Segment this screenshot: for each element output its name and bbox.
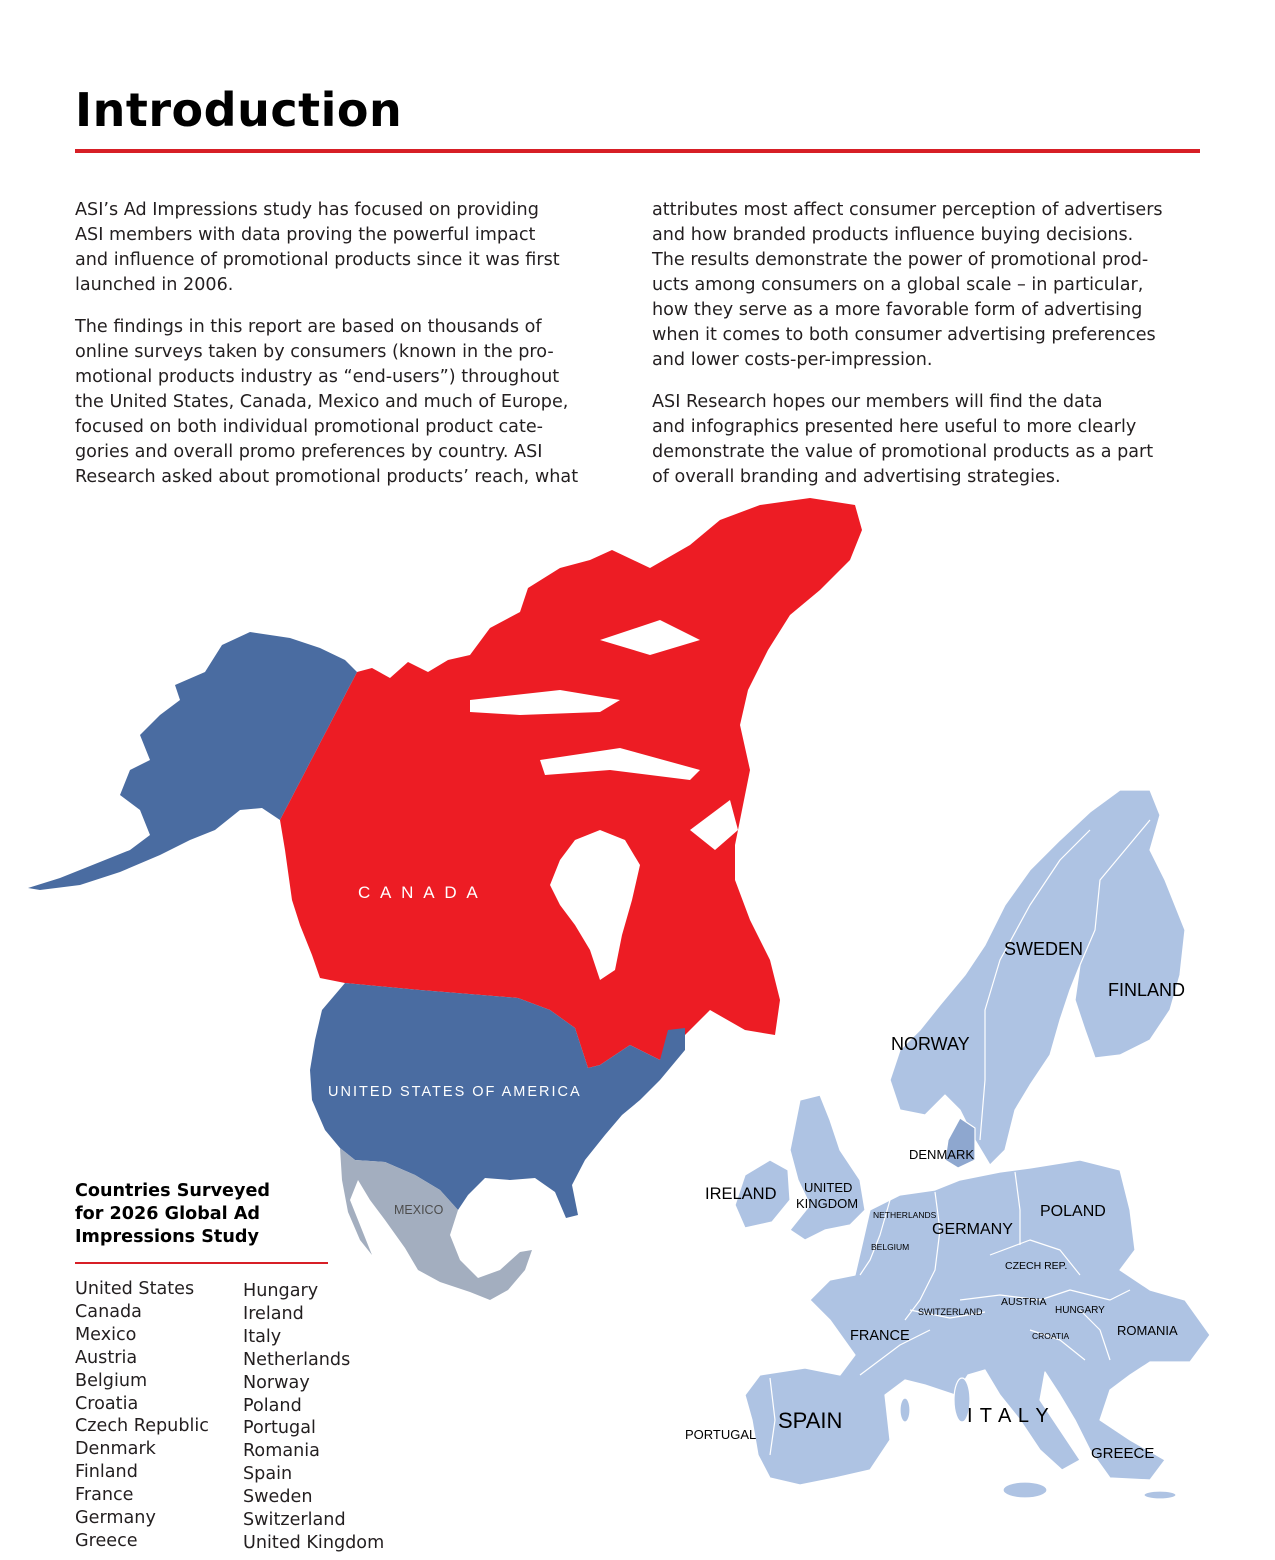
uk-label-line2: KINGDOM xyxy=(796,1196,859,1211)
greece-label: GREECE xyxy=(1091,1445,1155,1462)
country-list-item: Croatia xyxy=(75,1393,139,1414)
country-list-item: United Kingdom xyxy=(243,1532,385,1553)
finland-label: FINLAND xyxy=(1108,980,1186,1000)
hungary-label: HUNGARY xyxy=(1055,1305,1105,1316)
portugal-label: PORTUGAL xyxy=(685,1427,757,1442)
mexico-label: MEXICO xyxy=(394,1203,444,1217)
country-list-item: Romania xyxy=(243,1441,320,1462)
page-title: Introduction xyxy=(75,83,403,137)
country-list-item: Ireland xyxy=(243,1303,304,1324)
intro-paragraph: ASI’s Ad Impressions study has focused on providing ASI members with data proving the powerful impact and influence of promotional products since it was first launched in 2006. xyxy=(75,200,560,295)
country-list-item: Belgium xyxy=(75,1370,148,1391)
netherlands-label: NETHERLANDS xyxy=(873,1210,937,1220)
country-list-item: Italy xyxy=(243,1326,282,1347)
country-list-item: Switzerland xyxy=(243,1510,346,1531)
country-list-item: Canada xyxy=(75,1301,142,1322)
title-divider xyxy=(75,149,1200,153)
sweden-label: SWEDEN xyxy=(1004,939,1084,959)
legend-title: Countries Surveyed for 2026 Global Ad Impressions Study xyxy=(75,1181,270,1247)
country-list-column-1 xyxy=(75,1278,209,1553)
country-list-item: Finland xyxy=(75,1462,138,1483)
spain-label: SPAIN xyxy=(778,1408,843,1433)
country-list-item: Mexico xyxy=(75,1324,137,1345)
country-list-item: United States xyxy=(75,1279,195,1299)
germany-label: GERMANY xyxy=(932,1221,1013,1238)
country-list-item: Denmark xyxy=(75,1439,156,1460)
usa-label: UNITED STATES OF AMERICA xyxy=(328,1084,582,1100)
croatia-label: CROATIA xyxy=(1032,1331,1070,1341)
france-label: FRANCE xyxy=(850,1328,910,1344)
country-list-item: Poland xyxy=(243,1395,302,1416)
switzerland-label: SWITZERLAND xyxy=(918,1307,983,1317)
intro-paragraph: ASI Research hopes our members will find the data and infographics presented here useful to more clearly demonstrate the value of promotional products as a part of overall branding and advertising strategies. xyxy=(652,392,1154,487)
intro-paragraph: The findings in this report are based on thousands of online surveys taken by consumers (known in the pro- motional products industry as “end-users”) throughout the United States, Canada, Mexico and much of Europe, focused on both individual promotional product cate- gories and overall promo preferences by country. ASI Research asked about promotional products’ reach, what xyxy=(75,317,579,487)
country-list-item: France xyxy=(75,1485,134,1506)
intro-paragraph: attributes most affect consumer perception of advertisers and how branded products influence buying decisions. The results demonstrate the power of promotional prod- ucts among consumers on a global scale – in particular, how they serve as a more favorable form of advertising when it comes to both consumer advertising preferences and lower costs-per-impression. xyxy=(652,200,1163,370)
canada-label: C A N A D A xyxy=(358,883,481,902)
canada-shape xyxy=(280,498,862,1068)
ireland-label: IRELAND xyxy=(705,1185,777,1203)
country-list-item: Sweden xyxy=(243,1487,313,1508)
country-list-item: Spain xyxy=(243,1464,293,1485)
poland-label: POLAND xyxy=(1040,1203,1106,1220)
country-list-item: Austria xyxy=(75,1347,138,1368)
norway-label: NORWAY xyxy=(891,1034,970,1054)
country-list-item: Greece xyxy=(75,1530,138,1551)
intro-left-column xyxy=(75,198,625,507)
country-list-item: Netherlands xyxy=(243,1349,351,1370)
country-list-column-2 xyxy=(243,1280,384,1555)
europe-map xyxy=(735,790,1210,1499)
country-list-item: Czech Republic xyxy=(75,1416,209,1437)
czech-label: CZECH REP. xyxy=(1005,1260,1068,1272)
italy-label: I T A L Y xyxy=(967,1405,1050,1427)
country-list-item: Hungary xyxy=(243,1281,319,1301)
country-list-item: Portugal xyxy=(243,1418,316,1439)
country-list-item: Norway xyxy=(243,1372,310,1393)
legend-divider xyxy=(75,1262,328,1264)
romania-label: ROMANIA xyxy=(1117,1323,1178,1338)
uk-label-line1: UNITED xyxy=(804,1180,853,1195)
austria-label: AUSTRIA xyxy=(1001,1296,1047,1308)
intro-right-column xyxy=(652,198,1202,507)
denmark-label: DENMARK xyxy=(909,1147,975,1162)
country-list-item: Germany xyxy=(75,1508,156,1529)
belgium-label: BELGIUM xyxy=(871,1242,910,1252)
